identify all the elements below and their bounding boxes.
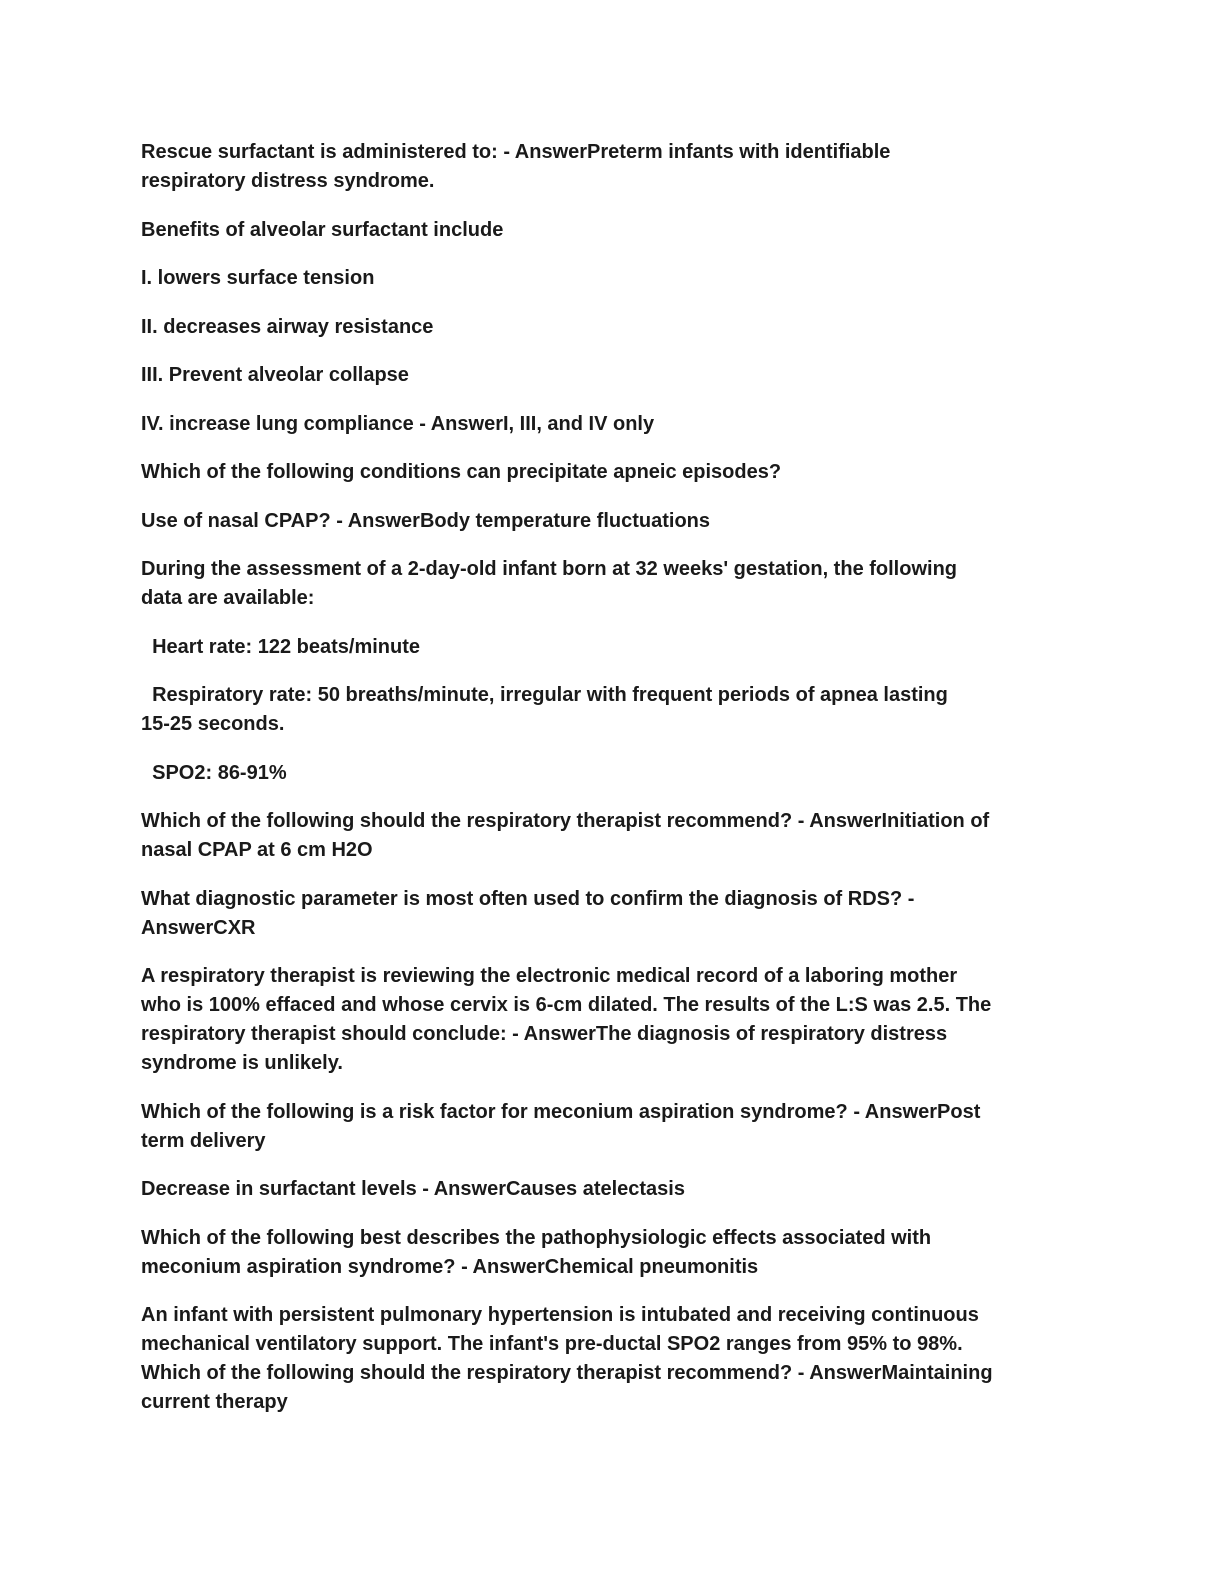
paragraph [141, 410, 1081, 439]
paragraph [141, 458, 1081, 487]
text-line: mechanical ventilatory support. The infant's pre-ductal SPO2 ranges from 95% to 98%. [141, 1333, 963, 1355]
paragraph [141, 759, 1081, 788]
text-line: nasal CPAP at 6 cm H2O [141, 839, 373, 861]
document-body [141, 138, 1081, 1437]
paragraph [141, 1098, 1081, 1156]
text-line: meconium aspiration syndrome? - AnswerChemical pneumonitis [141, 1255, 759, 1278]
text-line: Respiratory rate: 50 breaths/minute, irregular with frequent periods of apnea lasting [141, 684, 948, 706]
paragraph [141, 1175, 1081, 1204]
text-line: respiratory distress syndrome. [141, 170, 435, 192]
text-line: SPO2: 86-91% [141, 761, 287, 784]
text-line: syndrome is unlikely. [141, 1052, 343, 1074]
paragraph [141, 633, 1081, 662]
text-line: data are available: [141, 587, 315, 609]
paragraph [141, 264, 1081, 293]
text-line: IV. increase lung compliance - AnswerI, III, and IV only [141, 412, 655, 435]
paragraph [141, 313, 1081, 342]
text-line: II. decreases airway resistance [141, 315, 434, 338]
text-line: A respiratory therapist is reviewing the electronic medical record of a laboring mother [141, 965, 958, 987]
paragraph [141, 216, 1081, 245]
text-line: Which of the following should the respiratory therapist recommend? - AnswerInitiation of [141, 810, 990, 832]
text-line: term delivery [141, 1129, 266, 1152]
text-line: AnswerCXR [141, 916, 256, 939]
text-line: An infant with persistent pulmonary hypertension is intubated and receiving continuous [141, 1304, 979, 1326]
paragraph [141, 1224, 1081, 1282]
paragraph [141, 1301, 1081, 1417]
text-line: who is 100% effaced and whose cervix is 6-cm dilated. The results of the L:S was 2.5. The [141, 994, 992, 1016]
text-line: Rescue surfactant is administered to: - AnswerPreterm infants with identifiable [141, 141, 891, 163]
paragraph [141, 507, 1081, 536]
paragraph [141, 962, 1081, 1078]
text-line: Benefits of alveolar surfactant include [141, 218, 504, 241]
paragraph [141, 555, 1081, 613]
text-line: 15-25 seconds. [141, 713, 285, 735]
text-line: Use of nasal CPAP? - AnswerBody temperature fluctuations [141, 509, 710, 532]
text-line: I. lowers surface tension [141, 267, 375, 289]
paragraph [141, 807, 1081, 865]
text-line: III. Prevent alveolar collapse [141, 364, 409, 386]
text-line: During the assessment of a 2-day-old infant born at 32 weeks' gestation, the following [141, 558, 957, 580]
text-line: respiratory therapist should conclude: - AnswerThe diagnosis of respiratory distress [141, 1023, 948, 1045]
text-line: Decrease in surfactant levels - AnswerCauses atelectasis [141, 1178, 685, 1200]
text-line: current therapy [141, 1391, 288, 1413]
text-line: Heart rate: 122 beats/minute [141, 635, 420, 658]
text-line: What diagnostic parameter is most often used to confirm the diagnosis of RDS? - [141, 887, 915, 910]
paragraph [141, 885, 1081, 943]
text-line: Which of the following is a risk factor for meconium aspiration syndrome? - AnswerPost [141, 1100, 981, 1123]
paragraph [141, 138, 1081, 196]
paragraph [141, 681, 1081, 739]
text-line: Which of the following conditions can precipitate apneic episodes? [141, 461, 782, 483]
paragraph [141, 361, 1081, 390]
text-line: Which of the following should the respiratory therapist recommend? - AnswerMaintaining [141, 1362, 993, 1384]
text-line: Which of the following best describes the pathophysiologic effects associated with [141, 1226, 932, 1249]
